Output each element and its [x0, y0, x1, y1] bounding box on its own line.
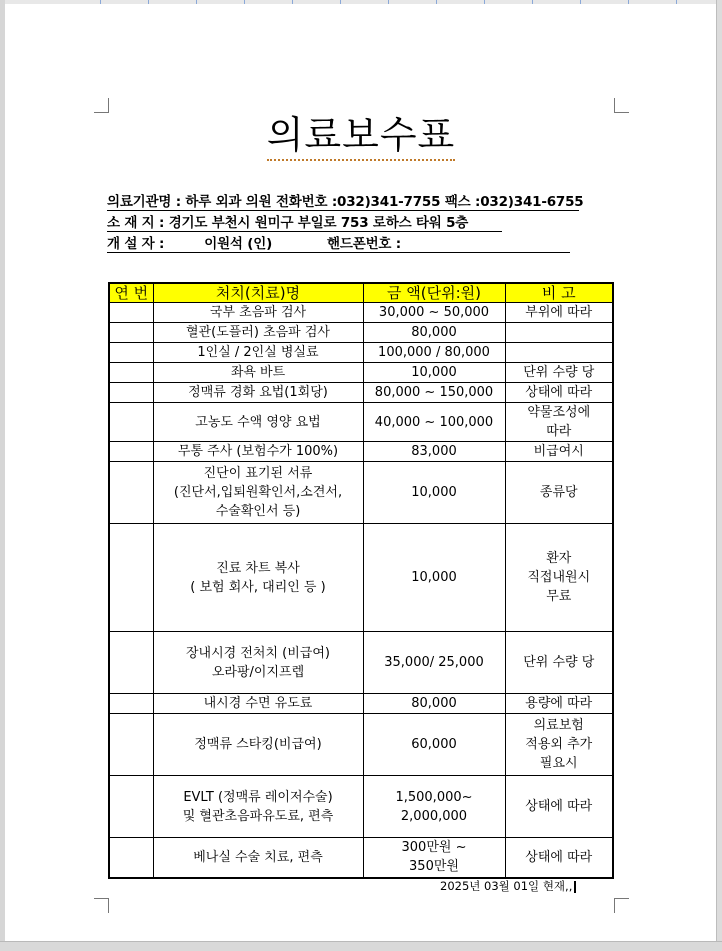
treatment-name: 고농도 수액 영양 요법 [153, 403, 363, 442]
phone-label: 핸드폰번호 : [327, 236, 401, 252]
ruler-tick [436, 0, 437, 4]
amount: 300만원 ~ 350만원 [363, 838, 505, 878]
table-row [109, 363, 613, 383]
note: 상태에 따라 [505, 383, 613, 403]
amount: 1,500,000~ 2,000,000 [363, 776, 505, 838]
row-number [109, 524, 153, 632]
address-line: 소 재 지 : 경기도 부천시 원미구 부일로 753 로하스 타워 5층 [107, 211, 502, 232]
amount: 30,000 ~ 50,000 [363, 303, 505, 323]
table-row [109, 383, 613, 403]
ruler-tick [100, 0, 101, 4]
note: 의료보험 적용외 추가 필요시 [505, 714, 613, 776]
text-cursor [574, 881, 576, 893]
date-footer: 2025년 03월 01일 현재,, [440, 878, 576, 894]
row-number [109, 714, 153, 776]
note: 환자 직접내원시 무료 [505, 524, 613, 632]
row-number [109, 442, 153, 462]
ruler-tick [676, 0, 677, 4]
table-row [109, 776, 613, 838]
amount: 80,000 ~ 150,000 [363, 383, 505, 403]
row-number [109, 694, 153, 714]
table-row [109, 442, 613, 462]
amount: 10,000 [363, 524, 505, 632]
header-no: 연 번 [109, 283, 153, 303]
treatment-name: 정맥류 스타킹(비급여) [153, 714, 363, 776]
ruler-tick [388, 0, 389, 4]
amount: 10,000 [363, 462, 505, 524]
row-number [109, 776, 153, 838]
ruler-tick [532, 0, 533, 4]
row-number [109, 462, 153, 524]
ruler-tick [580, 0, 581, 4]
ruler-tick [340, 0, 341, 4]
row-number [109, 343, 153, 363]
treatment-name: 장내시경 전처치 (비급여) 오라팡/이지프렙 [153, 632, 363, 694]
table-row [109, 694, 613, 714]
note: 상태에 따라 [505, 838, 613, 878]
founder-name: 이원석 (인) [204, 236, 273, 252]
row-number [109, 838, 153, 878]
margin-corner-mark [94, 898, 109, 913]
founder-label: 개 설 자 : [107, 236, 165, 252]
amount: 10,000 [363, 363, 505, 383]
note: 부위에 따라 [505, 303, 613, 323]
header-name: 처치(치료)명 [153, 283, 363, 303]
amount: 40,000 ~ 100,000 [363, 403, 505, 442]
treatment-name: EVLT (정맥류 레이저수술) 및 혈관초음파유도료, 편측 [153, 776, 363, 838]
document-title: 의료보수표 [0, 104, 722, 159]
ruler-tick [484, 0, 485, 4]
ruler-tick [292, 0, 293, 4]
table-row [109, 303, 613, 323]
treatment-name: 진료 차트 복사 ( 보험 회사, 대리인 등 ) [153, 524, 363, 632]
founder-line [107, 232, 570, 253]
treatment-name: 베나실 수술 치료, 편측 [153, 838, 363, 878]
table-header-row [109, 283, 613, 303]
ruler-tick [244, 0, 245, 4]
ruler-tick [148, 0, 149, 4]
amount: 83,000 [363, 442, 505, 462]
note [505, 343, 613, 363]
treatment-name: 진단이 표기된 서류 (진단서,입퇴원확인서,소견서, 수술확인서 등) [153, 462, 363, 524]
amount: 100,000 / 80,000 [363, 343, 505, 363]
clinic-info-line: 의료기관명 : 하루 외과 의원 전화번호 :032)341-7755 팩스 :032)341-6755 [107, 190, 579, 211]
table-row [109, 462, 613, 524]
row-number [109, 323, 153, 343]
table-row [109, 524, 613, 632]
treatment-name: 무통 주사 (보험수가 100%) [153, 442, 363, 462]
table-row [109, 323, 613, 343]
note: 단위 수량 당 [505, 632, 613, 694]
note: 약물조성에 따라 [505, 403, 613, 442]
amount: 80,000 [363, 323, 505, 343]
treatment-name: 1인실 / 2인실 병실료 [153, 343, 363, 363]
margin-corner-mark [614, 898, 629, 913]
header-note: 비 고 [505, 283, 613, 303]
treatment-name: 혈관(도플러) 초음파 검사 [153, 323, 363, 343]
treatment-name: 내시경 수면 유도료 [153, 694, 363, 714]
amount: 80,000 [363, 694, 505, 714]
row-number [109, 383, 153, 403]
table-row [109, 343, 613, 363]
treatment-name: 국부 초음파 검사 [153, 303, 363, 323]
row-number [109, 403, 153, 442]
status-bar [0, 941, 722, 951]
table-row [109, 714, 613, 776]
note: 단위 수량 당 [505, 363, 613, 383]
note: 종류당 [505, 462, 613, 524]
table-row [109, 403, 613, 442]
row-number [109, 363, 153, 383]
amount: 60,000 [363, 714, 505, 776]
amount: 35,000/ 25,000 [363, 632, 505, 694]
note: 비급여시 [505, 442, 613, 462]
ruler-bar [0, 0, 722, 4]
table-row [109, 632, 613, 694]
row-number [109, 632, 153, 694]
table-row [109, 838, 613, 878]
fee-table [108, 282, 614, 879]
row-number [109, 303, 153, 323]
treatment-name: 정맥류 경화 요법(1회당) [153, 383, 363, 403]
note: 상태에 따라 [505, 776, 613, 838]
note [505, 323, 613, 343]
treatment-name: 좌욕 바트 [153, 363, 363, 383]
ruler-tick [628, 0, 629, 4]
header-amount: 금 액(단위:원) [363, 283, 505, 303]
note: 용량에 따라 [505, 694, 613, 714]
ruler-tick [196, 0, 197, 4]
